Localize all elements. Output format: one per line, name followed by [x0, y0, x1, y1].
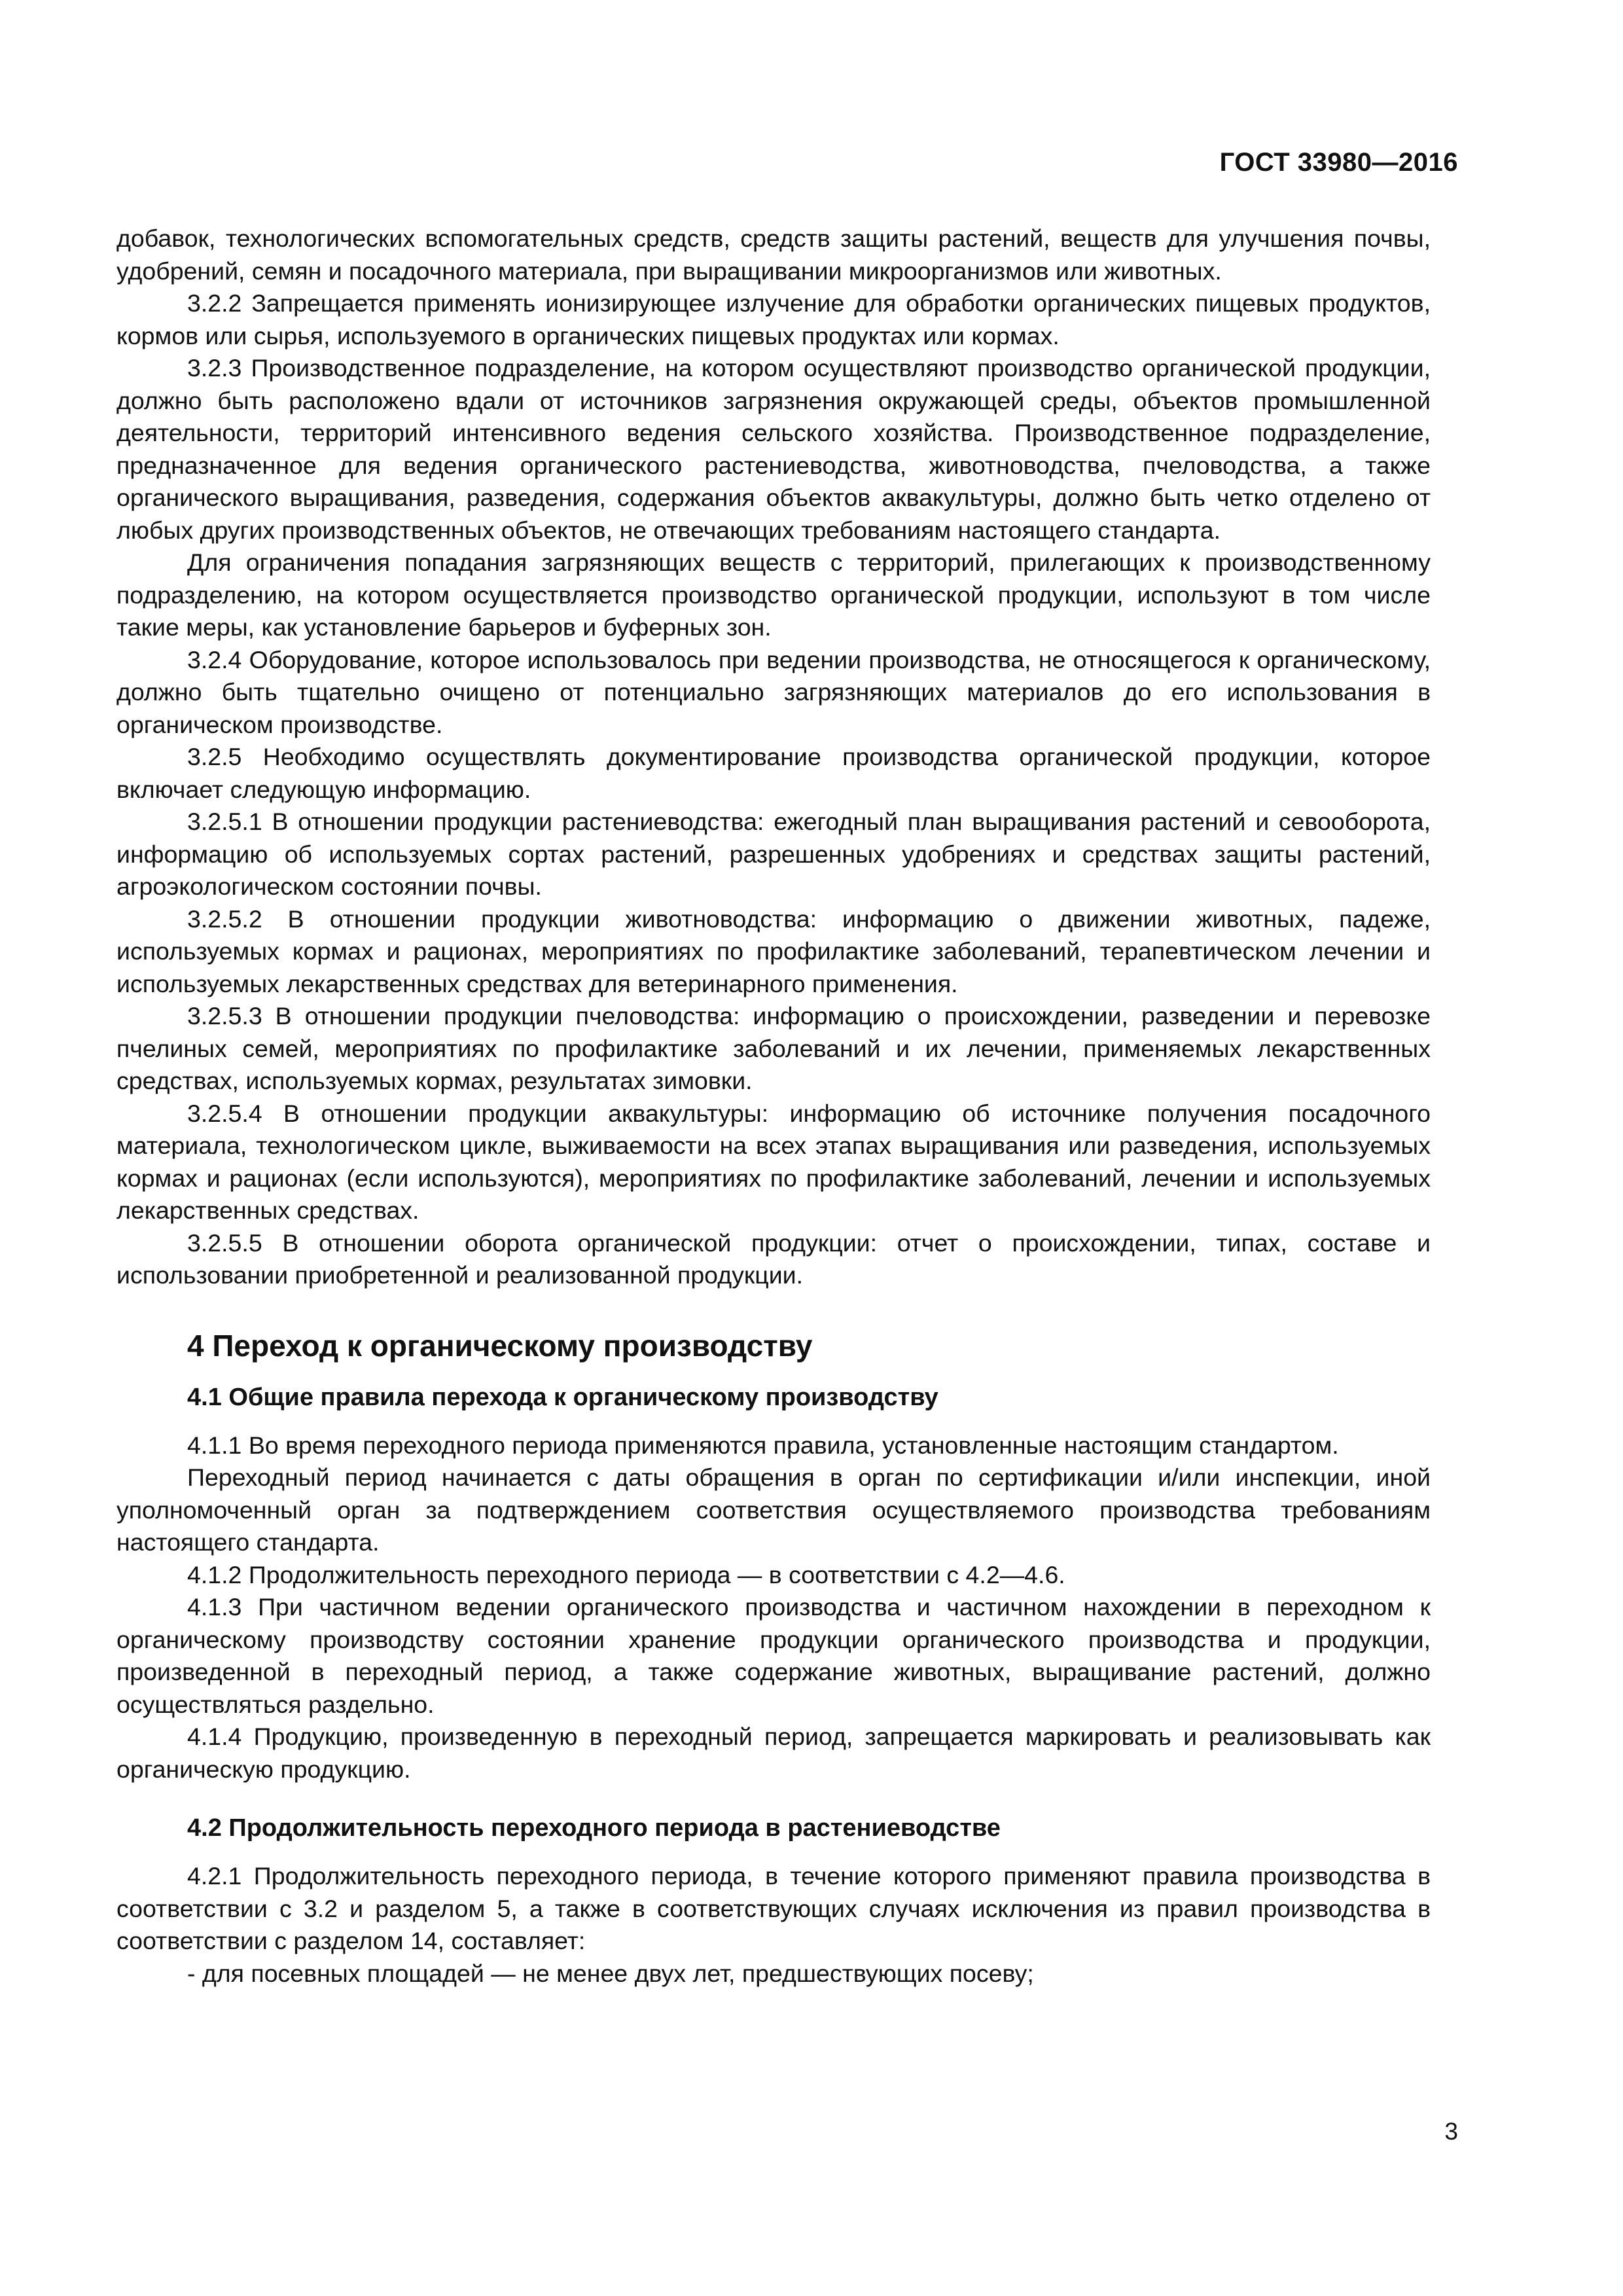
paragraph-transition-start: Переходный период начинается с даты обращения в орган по сертификации и/или инспекции, иной уполномоченный орган за подтверждением соответствия осуществляемого производства требованиям настоящего стандарта. — [116, 1463, 1431, 1556]
paragraph-3-2-5-4: 3.2.5.4 В отношении продукции аквакультуры: информацию об источнике получения посадочного материала, технологическом цикле, выживаемости на всех этапах выращивания или разведения, используемых кормах и рационах (если используются), мероприятиях по профилактике заболеваний, лечении и используемых лекарственных средствах. — [116, 1099, 1431, 1224]
page-body — [116, 223, 1431, 1990]
paragraph-3-2-5-2: 3.2.5.2 В отношении продукции животноводства: информацию о движении животных, падеже, используемых кормах и рационах, мероприятиях по профилактике заболеваний, терапевтическом лечении и используемых лекарственных средствах для ветеринарного применения. — [116, 905, 1431, 997]
section-heading-4: 4 Переход к органическому производству — [187, 1328, 813, 1363]
paragraph-continuation: добавок, технологических вспомогательных средств, средств защиты растений, веществ для улучшения почвы, удобрений, семян и посадочного материала, при выращивании микроорганизмов или животных. — [116, 224, 1431, 285]
paragraph-4-1-4: 4.1.4 Продукцию, произведенную в переходный период, запрещается маркировать и реализовывать как органическую продукцию. — [116, 1723, 1431, 1783]
subsection-heading-4-1: 4.1 Общие правила перехода к органическому производству — [187, 1383, 938, 1411]
paragraph-3-2-5: 3.2.5 Необходимо осуществлять документирование производства органической продукции, которое включает следующую информацию. — [116, 743, 1431, 803]
paragraph-4-1-1: 4.1.1 Во время переходного периода применяются правила, установленные настоящим стандартом. — [187, 1431, 1339, 1459]
paragraph-4-2-1: 4.2.1 Продолжительность переходного периода, в течение которого применяют правила производства в соответствии с 3.2 и разделом 5, а также в соответствующих случаях исключения из правил производства в соответствии с разделом 14, составляет: — [116, 1862, 1431, 1954]
paragraph-3-2-4: 3.2.4 Оборудование, которое использовалось при ведении производства, не относящегося к органическому, должно быть тщательно очищено от потенциально загрязняющих материалов до его использования в органическом производстве. — [116, 645, 1431, 738]
paragraph-3-2-2: 3.2.2 Запрещается применять ионизирующее излучение для обработки органических пищевых продуктов, кормов или сырья, используемого в органических пищевых продуктах или кормах. — [116, 289, 1431, 350]
paragraph-4-1-3: 4.1.3 При частичном ведении органического производства и частичном нахождении в переходном к органическому производству состоянии хранение продукции органического производства и продукции, произведенной в переходный период, а также содержание животных, выращивание растений, должно осуществляться раздельно. — [116, 1593, 1431, 1718]
standard-number: ГОСТ 33980—2016 — [1219, 148, 1458, 177]
paragraph-3-2-3: 3.2.3 Производственное подразделение, на котором осуществляют производство органической продукции, должно быть расположено вдали от источников загрязнения окружающей среды, объектов промышленной деятельности, территорий интенсивного ведения сельского хозяйства. Производственное подразделение, предназначенное для ведения органического растениеводства, животноводства, пчеловодства, а также органического выращивания, разведения, содержания объектов аквакультуры, должно быть четко отделено от любых других производственных объектов, не отвечающих требованиям настоящего стандарта. — [116, 354, 1431, 544]
page-number: 3 — [1444, 2118, 1458, 2145]
paragraph-4-1-2: 4.1.2 Продолжительность переходного периода — в соответствии с 4.2—4.6. — [187, 1560, 1065, 1588]
paragraph-3-2-5-1: 3.2.5.1 В отношении продукции растениеводства: ежегодный план выращивания растений и севооборота, информацию об используемых сортах растений, разрешенных удобрениях и средствах защиты растений, агроэкологическом состоянии почвы. — [116, 808, 1431, 900]
subsection-heading-4-2: 4.2 Продолжительность переходного периода в растениеводстве — [187, 1814, 1001, 1842]
list-item-sown-areas: - для посевных площадей — не менее двух лет, предшествующих посеву; — [187, 1959, 1034, 1987]
paragraph-pollution-measures: Для ограничения попадания загрязняющих веществ с территорий, прилегающих к производственному подразделению, на котором осуществляется производство органической продукции, используют в том числе такие меры, как установление барьеров и буферных зон. — [116, 548, 1431, 641]
paragraph-3-2-5-3: 3.2.5.3 В отношении продукции пчеловодства: информацию о происхождении, разведении и перевозке пчелиных семей, мероприятиях по профилактике заболеваний и их лечении, применяемых лекарственных средствах, используемых кормах, результатах зимовки. — [116, 1002, 1431, 1094]
paragraph-3-2-5-5: 3.2.5.5 В отношении оборота органической продукции: отчет о происхождении, типах, составе и использовании приобретенной и реализованной продукции. — [116, 1229, 1431, 1289]
